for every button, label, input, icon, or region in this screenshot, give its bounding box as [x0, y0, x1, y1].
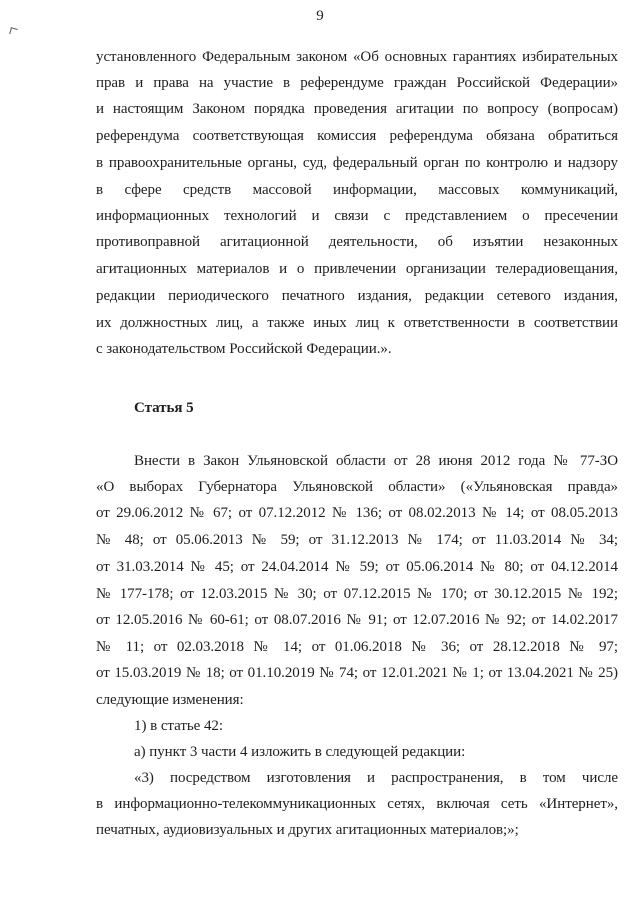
paragraph-line: в правоохранительные органы, суд, федеральный орган по контролю и надзору	[96, 155, 618, 171]
paragraph-line: от 29.06.2012 № 67; от 07.12.2012 № 136; от 08.02.2013 № 14; от 08.05.2013	[96, 505, 618, 521]
article-heading: Статья 5	[134, 400, 194, 416]
paragraph-line: «О выборах Губернатора Ульяновской области» («Ульяновская правда»	[96, 479, 618, 495]
paragraph-line: следующие изменения:	[96, 692, 244, 708]
paragraph-line: от 12.05.2016 № 60-61; от 08.07.2016 № 91; от 12.07.2016 № 92; от 14.02.2017	[96, 612, 618, 628]
paragraph-line: редакции периодического печатного издания, редакции сетевого издания,	[96, 288, 618, 304]
scan-corner-mark	[9, 27, 18, 36]
paragraph-line: печатных, аудиовизуальных и других агитационных материалов;»;	[96, 822, 519, 838]
paragraph-line: Внести в Закон Ульяновской области от 28 июня 2012 года № 77-ЗО	[134, 453, 618, 469]
list-item: 1) в статье 42:	[134, 718, 223, 734]
paragraph-line: от 31.03.2014 № 45; от 24.04.2014 № 59; от 05.06.2014 № 80; от 04.12.2014	[96, 559, 618, 575]
paragraph-line: установленного Федеральным законом «Об основных гарантиях избирательных	[96, 49, 618, 65]
paragraph-line: прав и права на участие в референдуме граждан Российской Федерации»	[96, 75, 618, 91]
paragraph-line: и настоящим Законом порядка проведения агитации по вопросу (вопросам)	[96, 101, 618, 117]
paragraph-line: № 11; от 02.03.2018 № 14; от 01.06.2018 № 36; от 28.12.2018 № 97;	[96, 639, 618, 655]
paragraph-line: в информационно-телекоммуникационных сетях, включая сеть «Интернет»,	[96, 796, 618, 812]
list-item: а) пункт 3 части 4 изложить в следующей редакции:	[134, 744, 466, 760]
paragraph-line: «3) посредством изготовления и распространения, в том числе	[134, 770, 618, 786]
paragraph-line: № 177-178; от 12.03.2015 № 30; от 07.12.2015 № 170; от 30.12.2015 № 192;	[96, 586, 618, 602]
paragraph-line: агитационных материалов и о привлечении организации телерадиовещания,	[96, 261, 618, 277]
paragraph-line: противоправной агитационной деятельности, об изъятии незаконных	[96, 234, 618, 250]
page-number: 9	[316, 8, 324, 24]
paragraph-line: в сфере средств массовой информации, массовых коммуникаций,	[96, 182, 618, 198]
paragraph-line: референдума соответствующая комиссия референдума обязана обратиться	[96, 128, 618, 144]
paragraph-line: их должностных лиц, а также иных лиц к ответственности в соответствии	[96, 315, 618, 331]
paragraph-line: от 15.03.2019 № 18; от 01.10.2019 № 74; от 12.01.2021 № 1; от 13.04.2021 № 25)	[96, 665, 618, 681]
paragraph-line: с законодательством Российской Федерации.».	[96, 341, 392, 357]
paragraph-line: № 48; от 05.06.2013 № 59; от 31.12.2013 № 174; от 11.03.2014 № 34;	[96, 532, 618, 548]
paragraph-line: информационных технологий и связи с представлением о пресечении	[96, 208, 618, 224]
